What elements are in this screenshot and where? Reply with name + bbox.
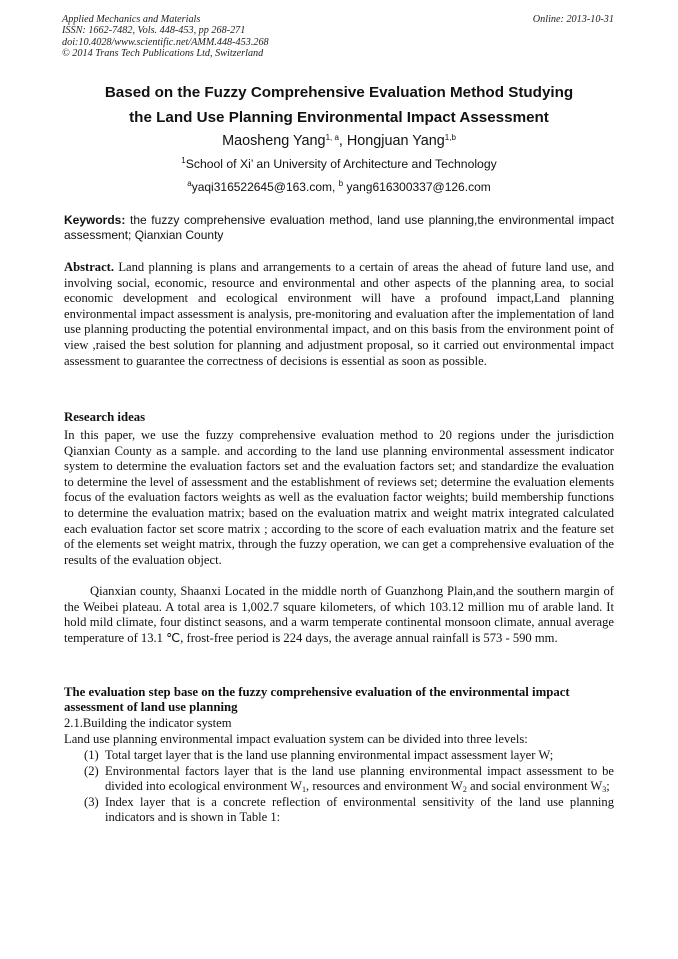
title-line-2: the Land Use Planning Environmental Impact Assessment [129,109,549,126]
email-a[interactable]: yaqi316522645@163.com, [191,180,339,194]
email-a-mark: a [187,179,192,188]
doi-line[interactable]: doi:10.4028/www.scientific.net/AMM.448-453.268 [62,36,269,48]
email-b[interactable]: yang616300337@126.com [343,180,491,194]
indicator-intro: Land use planning environmental impact evaluation system can be divided into three levels: [64,732,528,746]
paper-title [40,80,638,130]
subsection-heading: 2.1.Building the indicator system [64,716,232,730]
list-item-text: ; [606,779,610,794]
keywords [64,213,614,242]
online-date: Online: 2013-10-31 [532,14,614,25]
email-line [40,179,638,196]
copyright-line: © 2014 Trans Tech Publications Ltd, Switzerland [62,48,264,60]
list-item [84,748,614,764]
affiliation-mark: 1 [181,156,186,165]
abstract-text: Land planning is plans and arrangements to a certain of areas the ahead of future land use, and involving social, economic, resource and environmental and other aspects of the planning area, to social economic development and ecological environment will have a profound impact,Land planning environmental impact assessment is analysis, pre-monitoring and evaluation after the implementation of land use planning producting the potential environmental impact, and on this basis from the environment point of view ,raised the best solution for planning and adjustment proposal, so it carried out environmental impact assessment to guarantee the correctness of decisions is essential as soon as possible. [64,260,614,368]
affiliation [40,156,638,173]
list-item-number: (2) [84,763,99,778]
subscript-2: 2 [462,785,467,795]
author-separator: , [338,133,347,149]
list-item [84,764,614,795]
keywords-text: the fuzzy comprehensive evaluation method, land use planning,the environmental impact assessment; Qianxian County [64,213,614,242]
subscript-1: 1 [302,785,307,795]
list-item-text: and social environment W [466,779,603,794]
author-2-name: Hongjuan Yang [346,133,445,149]
list-item [84,795,614,826]
evaluation-step-heading: The evaluation step base on the fuzzy comprehensive evaluation of the environmental impact assessment of land use planning [64,685,570,715]
journal-name: Applied Mechanics and Materials [62,14,201,25]
list-item-text: Index layer that is a concrete reflection of environmental sensitivity of the land use planning indicators and is shown in Table 1: [105,794,614,825]
list-item-text: , resources and environment W [306,779,463,794]
research-paragraph-2: Qianxian county, Shaanxi Located in the middle north of Guanzhong Plain,and the southern margin of the Weibei plateau. A total area is 1,002.7 square kilometers, of which 103.12 million mu of arable land. It hold mild climate, four distinct seasons, and a warm temperate continental monsoon climate, annual average temperature of 13.1 ℃, frost-free period is 224 days, the average annual rainfall is 573 - 590 mm. [64,584,614,645]
author-2-affiliation-mark: 1,b [444,133,456,142]
author-1-name: Maosheng Yang [222,133,326,149]
subscript-3: 3 [602,785,607,795]
research-ideas-heading: Research ideas [64,410,146,424]
research-paragraph-1: In this paper, we use the fuzzy comprehensive evaluation method to 20 regions under the jurisdiction Qianxian County as a sample. and according to the land use planning environmental assessment indicator system to determine the evaluation factors set and the evaluation factors set; and standardize the evaluation to determine the level of assessment and the establishment of reviews set; determine the evaluation elements focus of the evaluation factors weights as well as the evaluation factor weights; build membership functions to determine the evaluation matrix; based on the evaluation matrix and weight matrix integrated calculated each evaluation factor set score matrix ; according to the score of each evaluation matrix and the feature set of the elements set weight matrix, through the fuzzy operation, we can get a comprehensive evaluation of the results of the evaluation object. [64,428,614,567]
issn-line: ISSN: 1662-7482, Vols. 448-453, pp 268-271 [62,25,246,37]
journal-header [62,14,614,60]
title-line-1: Based on the Fuzzy Comprehensive Evaluation Method Studying [104,84,574,101]
abstract [64,260,614,369]
email-b-mark: b [338,179,344,188]
list-item-text: Environmental factors layer that is the land use planning environmental impact assessment to be divided into ecological environment W [105,763,614,794]
author-1-affiliation-mark: 1, a [325,133,339,142]
list-item-text: Total target layer that is the land use planning environmental impact assessment layer W; [105,748,554,762]
keywords-label: Keywords: [64,213,126,227]
abstract-label: Abstract. [64,260,115,274]
affiliation-text: School of Xi’ an University of Architecture and Technology [185,157,497,171]
indicator-levels-list [84,748,614,826]
list-item-number: (1) [84,748,99,762]
list-item-number: (3) [84,794,99,809]
author-list [40,131,638,151]
